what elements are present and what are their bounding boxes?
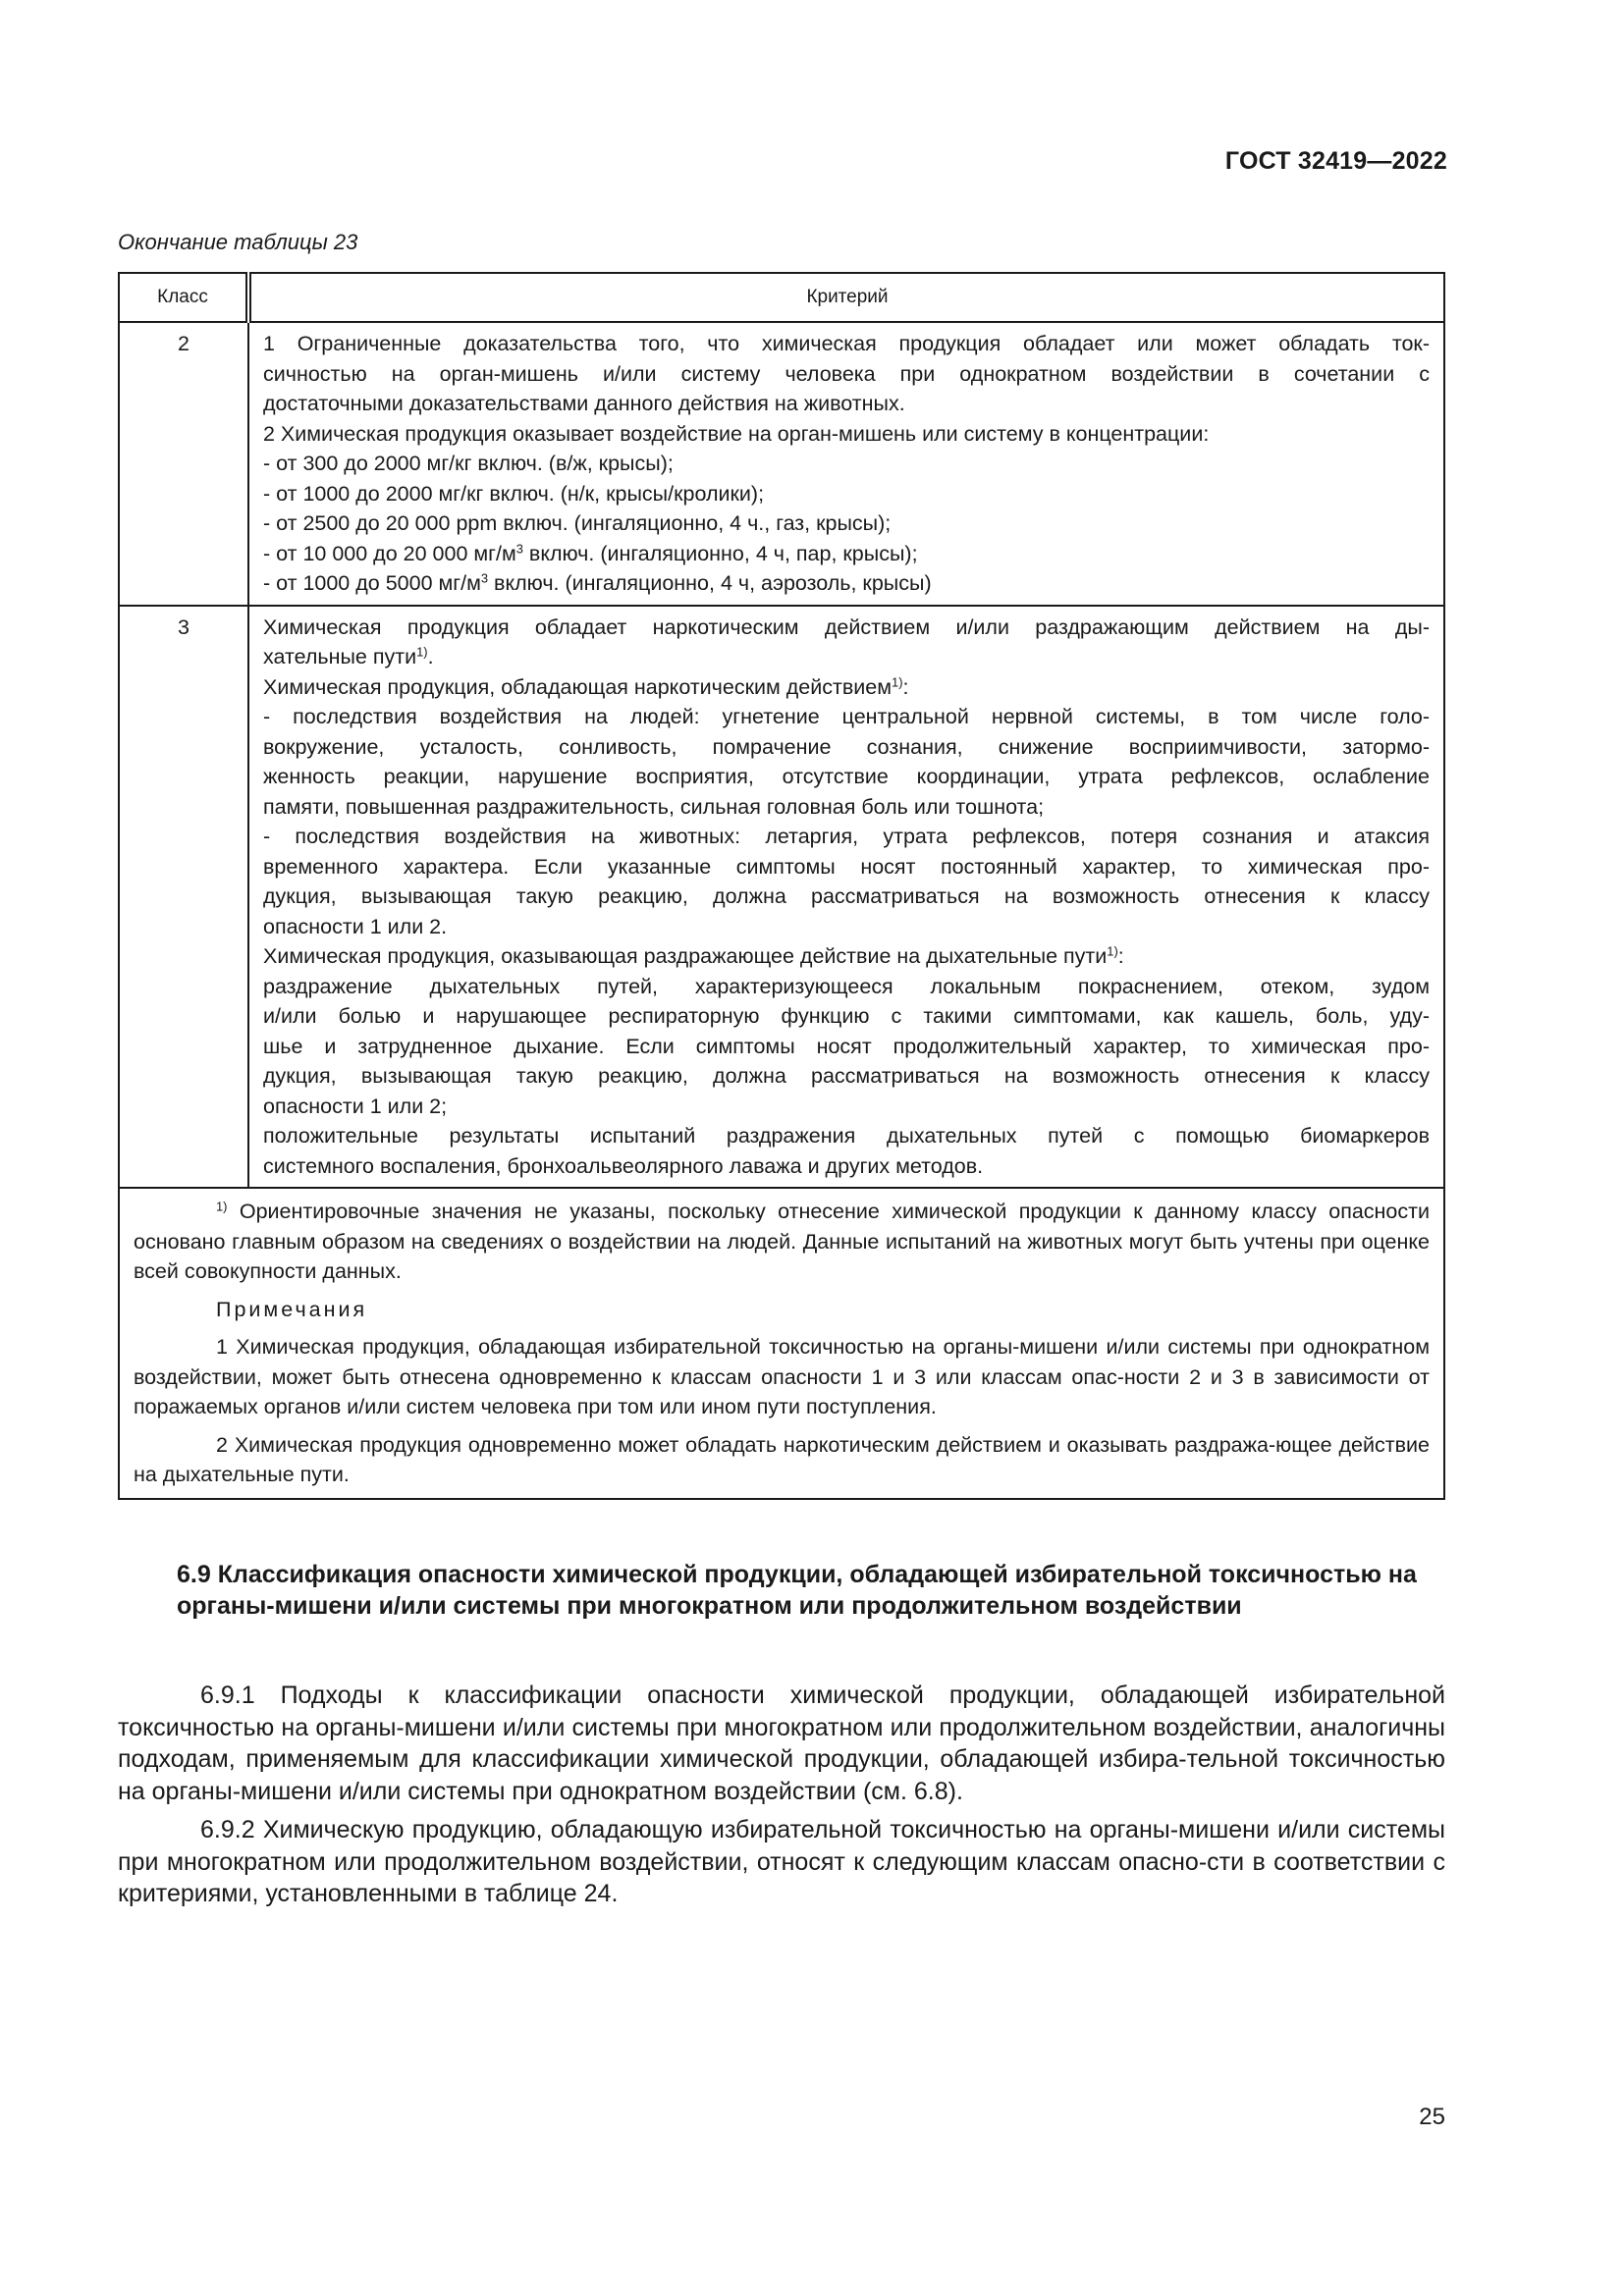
criterion-line: - от 2500 до 20 000 ppm включ. (ингаляционно, 4 ч., газ, крысы); [263,511,892,535]
superscript: 3 [515,540,523,556]
criterion-line: дукция, вызывающая такую реакцию, должна рассматриваться на возможность отнесения к классу [263,1064,1430,1088]
criterion-line [263,539,1430,569]
criterion-line [263,941,1430,972]
text-run: Ориентировочные значения не указаны, поскольку отнесение химической продукции к данному классу опасности основано главным образом на сведениях о воздействии на людей. Данные испытаний на животных могут быть учтены при оценке всей совокупности данных. [134,1200,1430,1283]
criterion-line [263,642,1430,672]
criterion-cell [248,322,1444,606]
criterion-line [263,568,1430,599]
page-number: 25 [1419,2104,1445,2130]
criterion-line: - последствия воздействия на животных: летаргия, утрата рефлексов, потеря сознания и атаксия [263,825,1430,848]
table-caption: Окончание таблицы 23 [118,230,358,254]
footnote-cell [119,1188,1444,1499]
criterion-line: памяти, повышенная раздражительность, сильная головная боль или тошнота; [263,794,1045,819]
criterion-line: опасности 1 или 2; [263,1094,448,1118]
criteria-table [118,272,1445,1500]
criterion-line: сичностью на орган-мишень и/или систему человека при однократном воздействии в сочетании с [263,361,1430,386]
footnote-ref: 1) [892,673,903,689]
criterion-line: раздражение дыхательных путей, характеризующееся локальным покраснением, отеком, зудом [263,974,1430,998]
footnote-ref: 1) [416,644,428,660]
criterion-line: опасности 1 или 2. [263,914,448,938]
table-row [119,322,1444,606]
criterion-line: 1 Ограниченные доказательства того, что химическая продукция обладает или может обладать ток- [263,332,1430,355]
column-header-criterion: Критерий [248,273,1444,322]
criterion-line: шье и затрудненное дыхание. Если симптомы носят продолжительный характер, то химическая про- [263,1034,1430,1058]
class-cell: 2 [119,322,248,606]
criterion-line: достаточными доказательствами данного действия на животных. [263,392,905,415]
notes-title: Примечания [216,1297,368,1321]
text-run: : [1117,944,1124,968]
footnote-text [134,1197,1430,1287]
criterion-line: Химическая продукция обладает наркотическим действием и/или раздражающим действием на ды- [263,614,1430,639]
text-run: Химическая продукция, оказывающая раздражающее действие на дыхательные пути [263,944,1108,968]
criterion-line: положительные результаты испытаний раздражения дыхательных путей с помощью биомаркеров [263,1124,1430,1148]
criterion-cell [248,606,1444,1189]
text-run: Химическая продукция, обладающая наркотическим действием [263,674,893,699]
column-header-class: Класс [119,273,248,322]
criterion-line: - от 1000 до 2000 мг/кг включ. (н/к, крысы/кролики); [263,481,765,506]
text-run: хательные пути [263,645,417,668]
criterion-line: 2 Химическая продукция оказывает воздействие на орган-мишень или систему в концентрации: [263,421,1210,446]
table-header-row [119,273,1444,322]
criterion-line: - последствия воздействия на людей: угнетение центральной нервной системы, в том числе голо- [263,705,1430,728]
superscript: 3 [480,570,489,586]
table-footnote-row [119,1188,1444,1499]
paragraph-6-9-1: 6.9.1 Подходы к классификации опасности химической продукции, обладающей избирательной токсичностью на органы-мишени и/или системы при многократном или продолжительном воздействии, аналогичны подходам, применяемым для классификации химической продукции, обладающей избира-тельной токсичностью на органы-мишени и/или системы при однократном воздействии (см. 6.8). [118,1682,1445,1805]
class-cell: 3 [119,606,248,1189]
footnote-ref: 1) [1107,943,1118,959]
note-2: 2 Химическая продукция одновременно может обладать наркотическим действием и оказывать раздража-ющее действие на дыхательные пути. [134,1432,1430,1486]
text-run: - от 1000 до 5000 мг/м [263,571,481,595]
footnote-marker: 1) [216,1199,228,1214]
criterion-line: временного характера. Если указанные симптомы носят постоянный характер, то химическая про- [263,854,1430,879]
criterion-line [263,672,1430,703]
standard-designation: ГОСТ 32419—2022 [1224,147,1447,175]
criterion-line: и/или болью и нарушающее респираторную функцию с такими симптомами, как кашель, боль, уду- [263,1004,1430,1028]
criterion-line: женность реакции, нарушение восприятия, отсутствие координации, утрата рефлексов, ослабление [263,765,1430,788]
paragraph-6-9-2: 6.9.2 Химическую продукцию, обладающую избирательной токсичностью на органы-мишени и/или системы при многократном или продолжительном воздействии, относят к следующим классам опасно-сти в соответствии с критериями, установленными в таблице 24. [118,1816,1445,1907]
text-run: . [427,645,434,668]
criterion-line: системного воспаления, бронхоальвеолярного лаважа и других методов. [263,1153,984,1178]
text-run: - от 10 000 до 20 000 мг/м [263,541,516,565]
section-heading: 6.9 Классификация опасности химической продукции, обладающей избирательной токсичностью на органы-мишени и/или системы при многократном или продолжительном воздействии [177,1561,1417,1620]
note-1: 1 Химическая продукция, обладающая избирательной токсичностью на органы-мишени и/или системы при однократном воздействии, может быть отнесена одновременно к классам опасности 1 и 3 или классам опас-ности 2 и 3 в зависимости от поражаемых органов и/или систем человека при том или ином пути поступления. [134,1335,1430,1418]
text-run: : [902,674,909,699]
text-run: включ. (ингаляционно, 4 ч, аэрозоль, крысы) [488,571,932,595]
text-run: включ. (ингаляционно, 4 ч, пар, крысы); [522,541,918,565]
criterion-line: дукция, вызывающая такую реакцию, должна рассматриваться на возможность отнесения к классу [263,884,1430,908]
criterion-line: вокружение, усталость, сонливость, помрачение сознания, снижение восприимчивости, затормо- [263,734,1430,759]
criterion-line: - от 300 до 2000 мг/кг включ. (в/ж, крысы); [263,452,674,475]
table-row [119,606,1444,1189]
